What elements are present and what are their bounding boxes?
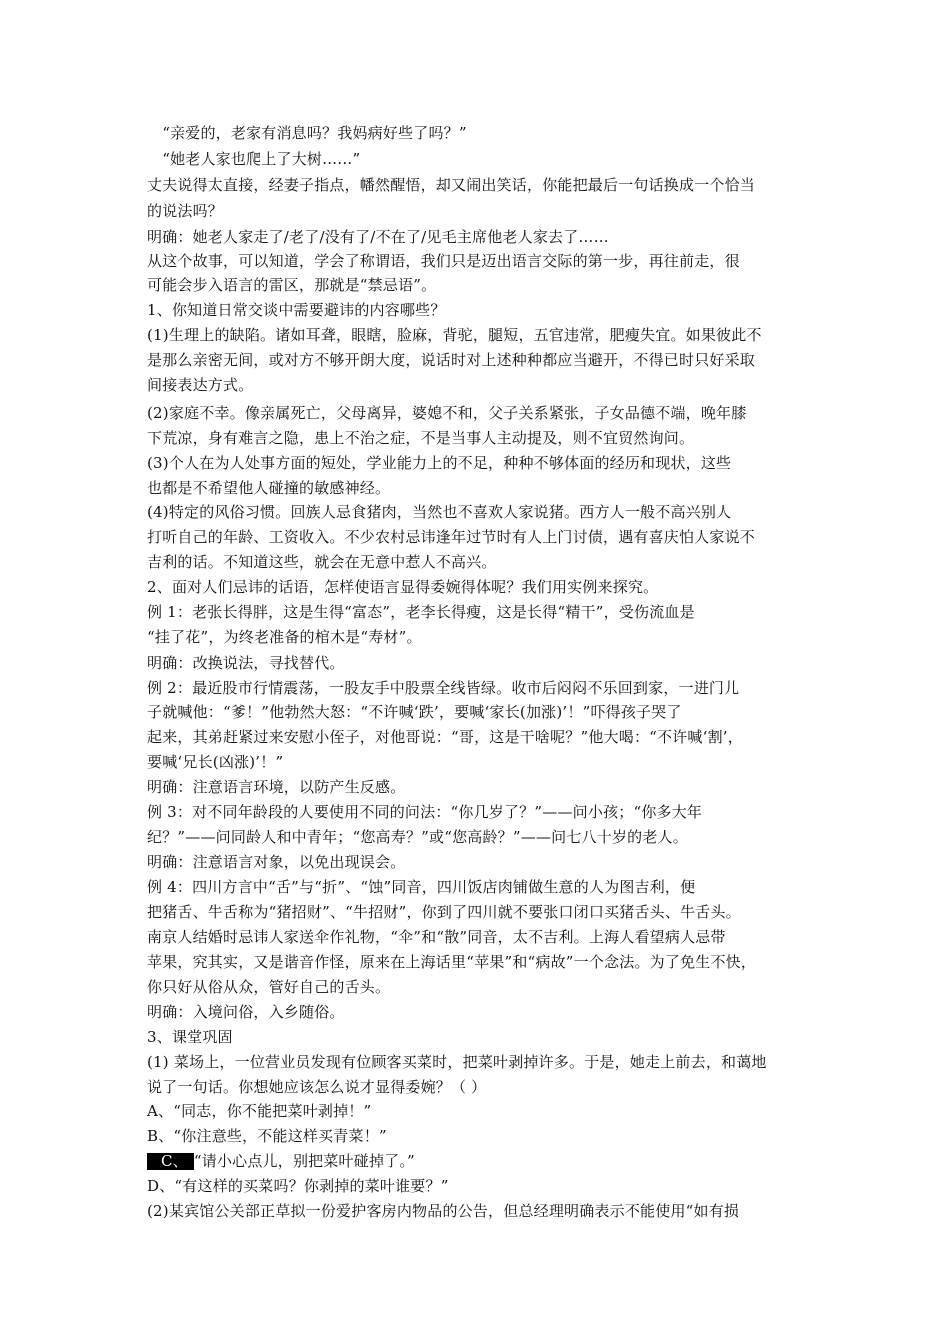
text-line: 也都是不希望他人碰撞的敏感神经。: [147, 479, 391, 497]
text-line: 2、面对人们忌讳的话语，怎样使语言显得委婉得体呢？我们用实例来探究。: [147, 578, 659, 596]
text-line: 3、课堂巩固: [147, 1028, 233, 1046]
text-line: 例 4：四川方言中“舌”与“折”、“蚀”同音，四川饭店肉铺做生意的人为图吉利，便: [147, 878, 696, 896]
text-line: 明确：改换说法，寻找替代。: [147, 654, 345, 672]
text-line: 要喊‘兄长(凶涨)’！”: [147, 753, 284, 771]
text-line: 可能会步入语言的雷区，那就是“禁忌语”。: [147, 276, 437, 294]
text-line: (1) 菜场上，一位营业员发现有位顾客买菜时，把菜叶剥掉许多。于是，她走上前去，和蔼地: [147, 1053, 767, 1071]
text-line: 吉利的话。不知道这些，就会在无意中惹人不高兴。: [147, 553, 497, 571]
text-line: 是那么亲密无间，或对方不够开朗大度，说话时对上述种种都应当避开，不得已时只好采取: [147, 351, 756, 369]
text-line: 从这个故事，可以知道，学会了称谓语，我们只是迈出语言交际的第一步，再往前走，很: [147, 252, 740, 270]
text-line: 例 1：老张长得胖，这是生得“富态”，老李长得瘦，这是长得“精干”，受伤流血是: [147, 603, 695, 621]
text-line: 丈夫说得太直接，经妻子指点，幡然醒悟，却又闹出笑话，你能把最后一句话换成一个恰当: [147, 176, 756, 194]
text-line: 明确：注意语言环境，以防产生反感。: [147, 778, 406, 796]
text-line: B、“你注意些，不能这样买青菜！”: [147, 1127, 387, 1145]
text-line: 你只好从俗从众，管好自己的舌头。: [147, 978, 391, 996]
text-line: 的说法吗？: [147, 202, 224, 220]
text-line: 例 3：对不同年龄段的人要使用不同的问法：“你几岁了？”——问小孩；“你多大年: [147, 803, 703, 821]
text-line: “挂了花”，为终老准备的棺木是“寿材”。: [147, 628, 422, 646]
text-line: 苹果，究其实，又是谐音作怪，原来在上海话里“苹果”和“病故”一个念法。为了免生不快，: [147, 953, 757, 971]
text-line: 下荒凉，身有难言之隐，患上不治之症，不是当事人主动提及，则不宜贸然询问。: [147, 429, 695, 447]
text-line: 例 2：最近股市行情震荡，一股友手中股票全线皆绿。收市后闷闷不乐回到家，一进门儿: [147, 679, 740, 697]
text-line: (2)家庭不幸。像亲属死亡，父母离异，婆媳不和，父子关系紧张，子女品德不端，晚年膝: [147, 404, 747, 422]
text-line: 子就喊他：“爹！”他勃然大怒：“不许喊‘跌’，要喊‘家长(加涨)’！”吓得孩子哭了: [147, 703, 682, 721]
text-line: 1、你知道日常交谈中需要避讳的内容哪些？: [147, 301, 446, 319]
text-line: 间接表达方式。: [147, 376, 254, 394]
text-line: (1)生理上的缺陷。诸如耳聋，眼瞎，脸麻，背驼，腿短，五官违常，肥瘦失宜。如果彼此不: [147, 326, 762, 344]
answer-text: “请小心点儿，别把菜叶碰掉了。”: [193, 1152, 415, 1170]
text-line: 纪？”——问同龄人和中青年；“您高寿？”或“您高龄？”——问七八十岁的老人。: [147, 828, 688, 846]
text-line: 起来，其弟赶紧过来安慰小侄子，对他哥说：“哥，这是干啥呢？”他大喝：“不许喊‘割’，: [147, 728, 743, 746]
text-line: 打听自己的年龄、工资收入。不少农村忌讳逢年过节时有人上门讨债，遇有喜庆怕人家说不: [147, 528, 756, 546]
text-line: 明确：入境问俗，入乡随俗。: [147, 1003, 345, 1021]
text-line: (3)个人在为人处事方面的短处，学业能力上的不足，种种不够体面的经历和现状，这些: [147, 454, 732, 472]
text-line: D、“有这样的买菜吗？你剥掉的菜叶谁要？”: [147, 1177, 449, 1195]
text-line: A、“同志，你不能把菜叶剥掉！”: [147, 1102, 372, 1120]
text-line: “亲爱的，老家有消息吗？我妈病好些了吗？”: [147, 124, 467, 142]
answer-line: [147, 1152, 807, 1170]
text-line: (4)特定的风俗习惯。回族人忌食猪肉，当然也不喜欢人家说猪。西方人一般不高兴别人: [147, 503, 732, 521]
text-line: 明确：她老人家走了/老了/没有了/不在了/见毛主席他老人家去了……: [147, 228, 609, 246]
text-line: 说了一句话。你想她应该怎么说才显得委婉？（ ）: [147, 1078, 487, 1096]
text-line: “她老人家也爬上了大树……”: [147, 150, 361, 168]
text-line: 把猪舌、牛舌称为“猪招财”、“牛招财”，你到了四川就不要张口闭口买猪舌头、牛舌头。: [147, 903, 741, 921]
answer-highlight-badge: C、: [147, 1153, 194, 1170]
text-line: 明确：注意语言对象，以免出现误会。: [147, 853, 406, 871]
text-line: 南京人结婚时忌讳人家送伞作礼物，“伞”和“散”同音，太不吉利。上海人看望病人忌带: [147, 928, 726, 946]
text-line: (2)某宾馆公关部正草拟一份爱护客房内物品的公告，但总经理明确表示不能使用“如有损: [147, 1202, 740, 1220]
